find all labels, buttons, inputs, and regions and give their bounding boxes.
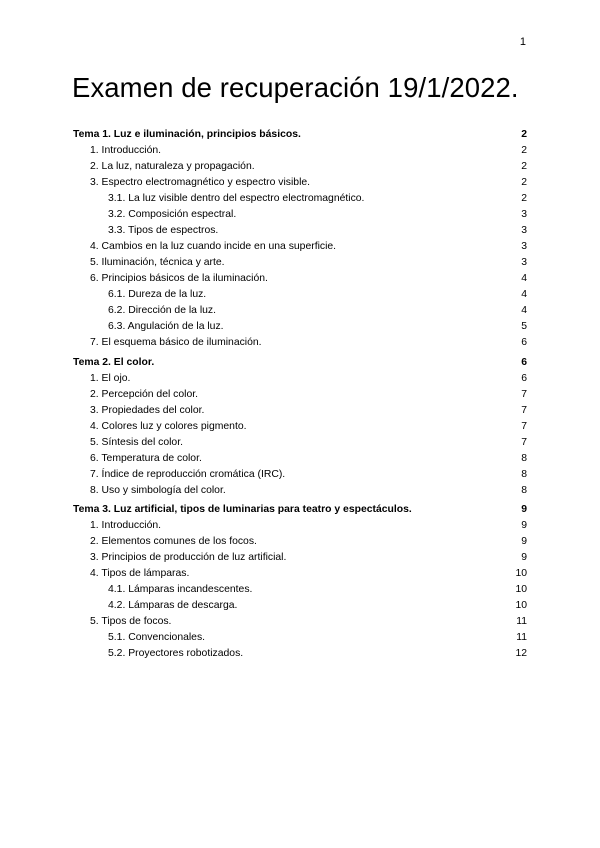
toc-page-number: 6 bbox=[521, 372, 527, 384]
toc-entry-text: 8. Uso y simbología del color. bbox=[90, 484, 226, 496]
table-of-contents bbox=[73, 127, 527, 666]
toc-entry-text: 4. Cambios en la luz cuando incide en una superficie. bbox=[90, 241, 337, 252]
toc-entry[interactable] bbox=[73, 207, 527, 223]
toc-page-number: 4 bbox=[521, 273, 527, 284]
toc-entry-text: 6.3. Angulación de la luz. bbox=[108, 321, 224, 332]
toc-entry-text: 3.3. Tipos de espectros. bbox=[108, 225, 219, 236]
toc-page-number: 3 bbox=[521, 225, 527, 236]
toc-entry[interactable] bbox=[73, 335, 527, 351]
toc-page-number: 3 bbox=[521, 257, 527, 268]
toc-entry-text: 2. La luz, naturaleza y propagación. bbox=[90, 161, 255, 172]
toc-entry-text: 3. Espectro electromagnético y espectro visible. bbox=[90, 177, 311, 188]
toc-entry-text: 5. Síntesis del color. bbox=[90, 436, 183, 448]
toc-entry-text: 3.2. Composición espectral. bbox=[108, 209, 237, 220]
toc-entry-text: 2. Elementos comunes de los focos. bbox=[90, 536, 257, 547]
toc-entry-text: 4. Colores luz y colores pigmento. bbox=[90, 420, 247, 432]
toc-entry-text: 6. Temperatura de color. bbox=[90, 452, 202, 464]
toc-entry-text: 7. El esquema básico de iluminación. bbox=[90, 337, 262, 348]
toc-entry-text: 3.1. La luz visible dentro del espectro electromagnético. bbox=[108, 193, 365, 204]
toc-entry-text: 6. Principios básicos de la iluminación. bbox=[90, 273, 268, 284]
toc-entry-text: 7. Índice de reproducción cromática (IRC). bbox=[90, 468, 286, 480]
toc-page-number: 6 bbox=[521, 356, 527, 368]
toc-entry-text: 3. Principios de producción de luz artificial. bbox=[90, 552, 287, 563]
toc-page-number: 9 bbox=[521, 520, 527, 531]
toc-page-number: 2 bbox=[521, 177, 527, 188]
toc-entry[interactable] bbox=[73, 646, 527, 662]
toc-entry[interactable] bbox=[73, 598, 527, 614]
toc-section-heading[interactable] bbox=[73, 355, 527, 371]
toc-page-number: 10 bbox=[515, 568, 527, 579]
toc-entry-text: 1. El ojo. bbox=[90, 372, 131, 384]
toc-entry[interactable] bbox=[73, 419, 527, 435]
toc-entry-text: 5. Iluminación, técnica y arte. bbox=[90, 257, 225, 268]
toc-page-number: 9 bbox=[521, 536, 527, 547]
toc-entry[interactable] bbox=[73, 483, 527, 499]
toc-page-number: 8 bbox=[521, 468, 527, 480]
toc-page-number: 7 bbox=[521, 404, 527, 416]
toc-page-number: 4 bbox=[521, 289, 527, 300]
toc-entry[interactable] bbox=[73, 534, 527, 550]
toc-section bbox=[73, 502, 527, 662]
toc-section bbox=[73, 127, 527, 351]
toc-entry[interactable] bbox=[73, 566, 527, 582]
toc-page-number: 12 bbox=[515, 648, 527, 659]
toc-page-number: 7 bbox=[521, 420, 527, 432]
toc-page-number: 11 bbox=[516, 632, 527, 643]
toc-heading-text: Tema 3. Luz artificial, tipos de luminarias para teatro y espectáculos. bbox=[73, 504, 412, 515]
toc-page-number: 2 bbox=[521, 161, 527, 172]
toc-entry-text: 6.1. Dureza de la luz. bbox=[108, 289, 207, 300]
toc-section-heading[interactable] bbox=[73, 502, 527, 518]
toc-entry[interactable] bbox=[73, 255, 527, 271]
toc-entry-text: 6.2. Dirección de la luz. bbox=[108, 305, 217, 316]
toc-entry[interactable] bbox=[73, 371, 527, 387]
toc-entry[interactable] bbox=[73, 223, 527, 239]
toc-entry[interactable] bbox=[73, 467, 527, 483]
toc-entry[interactable] bbox=[73, 582, 527, 598]
toc-entry[interactable] bbox=[73, 387, 527, 403]
toc-section-heading[interactable] bbox=[73, 127, 527, 143]
toc-entry[interactable] bbox=[73, 403, 527, 419]
toc-page-number: 9 bbox=[521, 504, 527, 515]
toc-page-number: 2 bbox=[521, 193, 527, 204]
toc-entry[interactable] bbox=[73, 143, 527, 159]
toc-entry-text: 5.1. Convencionales. bbox=[108, 632, 206, 643]
toc-page-number: 8 bbox=[521, 484, 527, 496]
toc-page-number: 4 bbox=[521, 305, 527, 316]
toc-page-number: 11 bbox=[516, 616, 527, 627]
toc-entry[interactable] bbox=[73, 319, 527, 335]
toc-page-number: 9 bbox=[521, 552, 527, 563]
toc-entry[interactable] bbox=[73, 159, 527, 175]
toc-page-number: 7 bbox=[521, 436, 527, 448]
toc-entry[interactable] bbox=[73, 175, 527, 191]
toc-entry[interactable] bbox=[73, 287, 527, 303]
toc-entry[interactable] bbox=[73, 614, 527, 630]
toc-entry[interactable] bbox=[73, 518, 527, 534]
toc-page-number: 2 bbox=[521, 129, 527, 140]
toc-page-number: 3 bbox=[521, 241, 527, 252]
toc-page-number: 3 bbox=[521, 209, 527, 220]
toc-entry-text: 2. Percepción del color. bbox=[90, 388, 199, 400]
toc-page-number: 10 bbox=[515, 584, 527, 595]
toc-entry[interactable] bbox=[73, 191, 527, 207]
toc-entry-text: 1. Introducción. bbox=[90, 520, 162, 531]
toc-entry-text: 1. Introducción. bbox=[90, 145, 162, 156]
toc-entry[interactable] bbox=[73, 550, 527, 566]
toc-entry[interactable] bbox=[73, 239, 527, 255]
toc-entry-text: 4.1. Lámparas incandescentes. bbox=[108, 584, 253, 595]
toc-page-number: 5 bbox=[521, 321, 527, 332]
toc-entry[interactable] bbox=[73, 271, 527, 287]
toc-entry[interactable] bbox=[73, 303, 527, 319]
toc-heading-text: Tema 2. El color. bbox=[73, 356, 155, 368]
toc-entry-text: 5.2. Proyectores robotizados. bbox=[108, 648, 244, 659]
toc-heading-text: Tema 1. Luz e iluminación, principios básicos. bbox=[73, 129, 301, 140]
toc-entry[interactable] bbox=[73, 630, 527, 646]
page-number: 1 bbox=[519, 36, 526, 48]
page-title: Examen de recuperación 19/1/2022. bbox=[72, 72, 519, 103]
toc-entry-text: 5. Tipos de focos. bbox=[90, 616, 172, 627]
toc-page-number: 10 bbox=[515, 600, 527, 611]
toc-entry[interactable] bbox=[73, 451, 527, 467]
toc-entry-text: 4. Tipos de lámparas. bbox=[90, 568, 190, 579]
toc-page-number: 8 bbox=[521, 452, 527, 464]
toc-page-number: 6 bbox=[521, 337, 527, 348]
toc-entry-text: 3. Propiedades del color. bbox=[90, 404, 205, 416]
toc-section bbox=[73, 355, 527, 499]
toc-entry[interactable] bbox=[73, 435, 527, 451]
toc-page-number: 2 bbox=[521, 145, 527, 156]
toc-entry-text: 4.2. Lámparas de descarga. bbox=[108, 600, 238, 611]
toc-page-number: 7 bbox=[521, 388, 527, 400]
